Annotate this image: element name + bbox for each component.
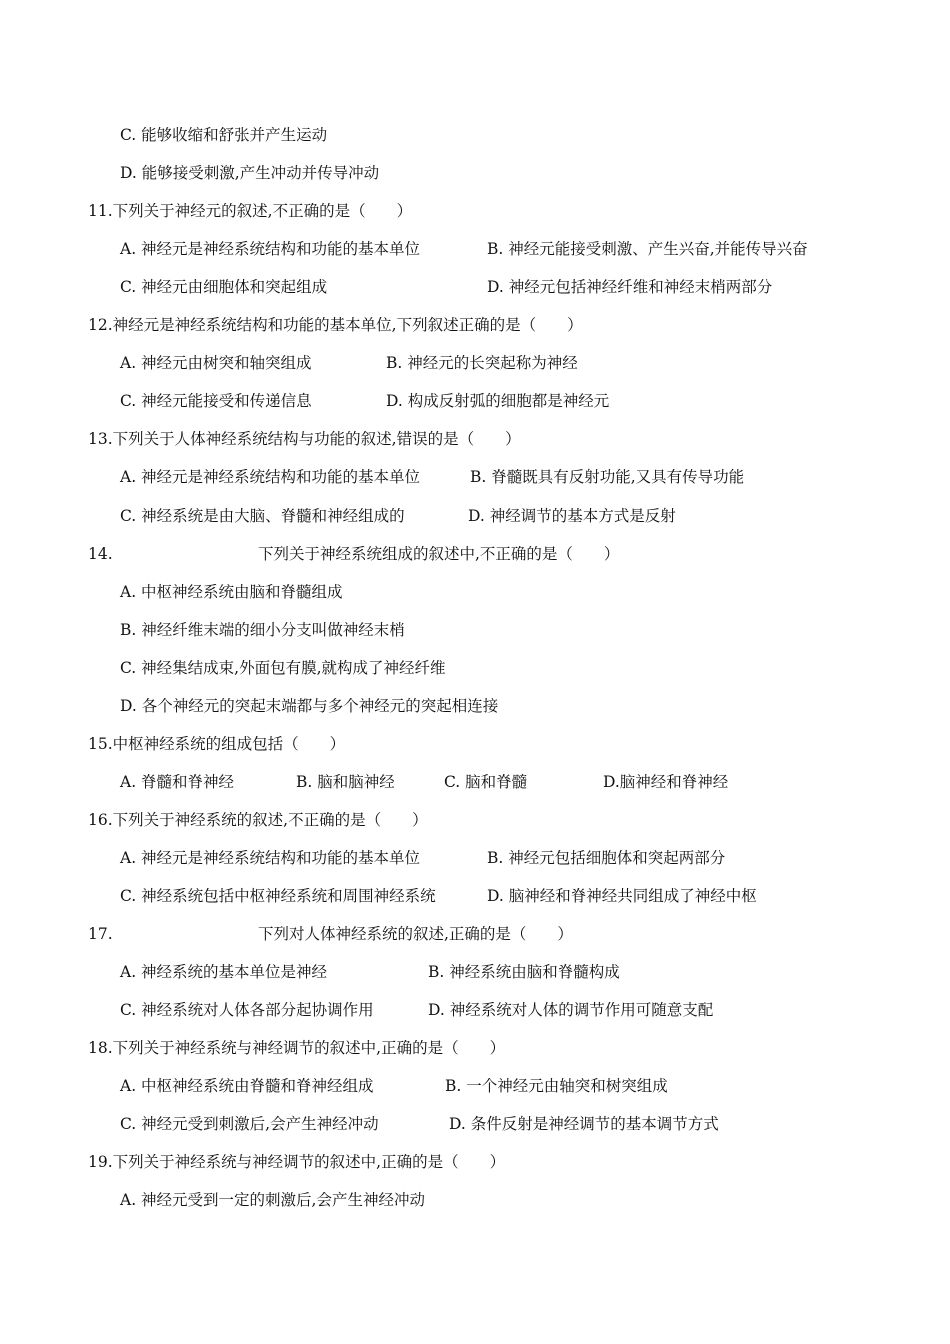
option-d: D. 神经系统对人体的调节作用可随意支配 xyxy=(428,1001,714,1019)
option-b: B. 神经元包括细胞体和突起两部分 xyxy=(487,849,726,867)
option-d: D.脑神经和脊神经 xyxy=(603,773,729,791)
question-17: 下列对人体神经系统的叙述,正确的是（ ） xyxy=(258,925,573,943)
question-15: 15.中枢神经系统的组成包括（ ） xyxy=(88,735,346,753)
question-13: 13.下列关于人体神经系统结构与功能的叙述,错误的是（ ） xyxy=(88,430,521,448)
option-a: A. 神经元由树突和轴突组成 xyxy=(120,354,312,372)
option-b: B. 脑和脑神经 xyxy=(296,773,395,791)
option-c: C. 神经元由细胞体和突起组成 xyxy=(120,278,328,296)
option-a: A. 神经系统的基本单位是神经 xyxy=(120,963,328,981)
option-a: A. 脊髓和脊神经 xyxy=(120,773,235,791)
option-a: A. 神经元是神经系统结构和功能的基本单位 xyxy=(120,849,421,867)
option-c: C. 神经系统是由大脑、脊髓和神经组成的 xyxy=(120,507,405,525)
question-14: 下列关于神经系统组成的叙述中,不正确的是（ ） xyxy=(258,545,620,563)
question-17-number: 17. xyxy=(88,925,113,943)
option-a: A. 神经元受到一定的刺激后,会产生神经冲动 xyxy=(120,1191,425,1209)
option-a: A. 中枢神经系统由脑和脊髓组成 xyxy=(120,583,343,601)
option-a: A. 神经元是神经系统结构和功能的基本单位 xyxy=(120,468,421,486)
option-a: A. 中枢神经系统由脊髓和脊神经组成 xyxy=(120,1077,374,1095)
option-a: A. 神经元是神经系统结构和功能的基本单位 xyxy=(120,240,421,258)
option-b: B. 神经元的长突起称为神经 xyxy=(386,354,578,372)
question-12: 12.神经元是神经系统结构和功能的基本单位,下列叙述正确的是（ ） xyxy=(88,316,583,334)
option-b: B. 脊髓既具有反射功能,又具有传导功能 xyxy=(470,468,745,486)
question-18: 18.下列关于神经系统与神经调节的叙述中,正确的是（ ） xyxy=(88,1039,506,1057)
option-d: D. 脑神经和脊神经共同组成了神经中枢 xyxy=(487,887,757,905)
option-d: D. 各个神经元的突起末端都与多个神经元的突起相连接 xyxy=(120,697,499,715)
question-14-number: 14. xyxy=(88,545,113,563)
option-b: B. 神经系统由脑和脊髓构成 xyxy=(428,963,620,981)
option-c: C. 神经元受到刺激后,会产生神经冲动 xyxy=(120,1115,379,1133)
option-c: C. 神经系统对人体各部分起协调作用 xyxy=(120,1001,374,1019)
option-d: D. 构成反射弧的细胞都是神经元 xyxy=(386,392,610,410)
question-11: 11.下列关于神经元的叙述,不正确的是（ ） xyxy=(88,202,413,220)
option-d: D. 条件反射是神经调节的基本调节方式 xyxy=(449,1115,719,1133)
option-c: C. 神经集结成束,外面包有膜,就构成了神经纤维 xyxy=(120,659,446,677)
option-d: D. 神经元包括神经纤维和神经末梢两部分 xyxy=(487,278,773,296)
option-c: C. 神经系统包括中枢神经系统和周围神经系统 xyxy=(120,887,436,905)
option-b: B. 神经纤维末端的细小分支叫做神经末梢 xyxy=(120,621,405,639)
question-19: 19.下列关于神经系统与神经调节的叙述中,正确的是（ ） xyxy=(88,1153,506,1171)
option-text: C. 能够收缩和舒张并产生运动 xyxy=(120,126,328,144)
option-b: B. 神经元能接受刺激、产生兴奋,并能传导兴奋 xyxy=(487,240,808,258)
option-c: C. 脑和脊髓 xyxy=(444,773,528,791)
option-text: D. 能够接受刺激,产生冲动并传导冲动 xyxy=(120,164,380,182)
question-16: 16.下列关于神经系统的叙述,不正确的是（ ） xyxy=(88,811,428,829)
option-b: B. 一个神经元由轴突和树突组成 xyxy=(445,1077,668,1095)
option-c: C. 神经元能接受和传递信息 xyxy=(120,392,312,410)
option-d: D. 神经调节的基本方式是反射 xyxy=(468,507,676,525)
